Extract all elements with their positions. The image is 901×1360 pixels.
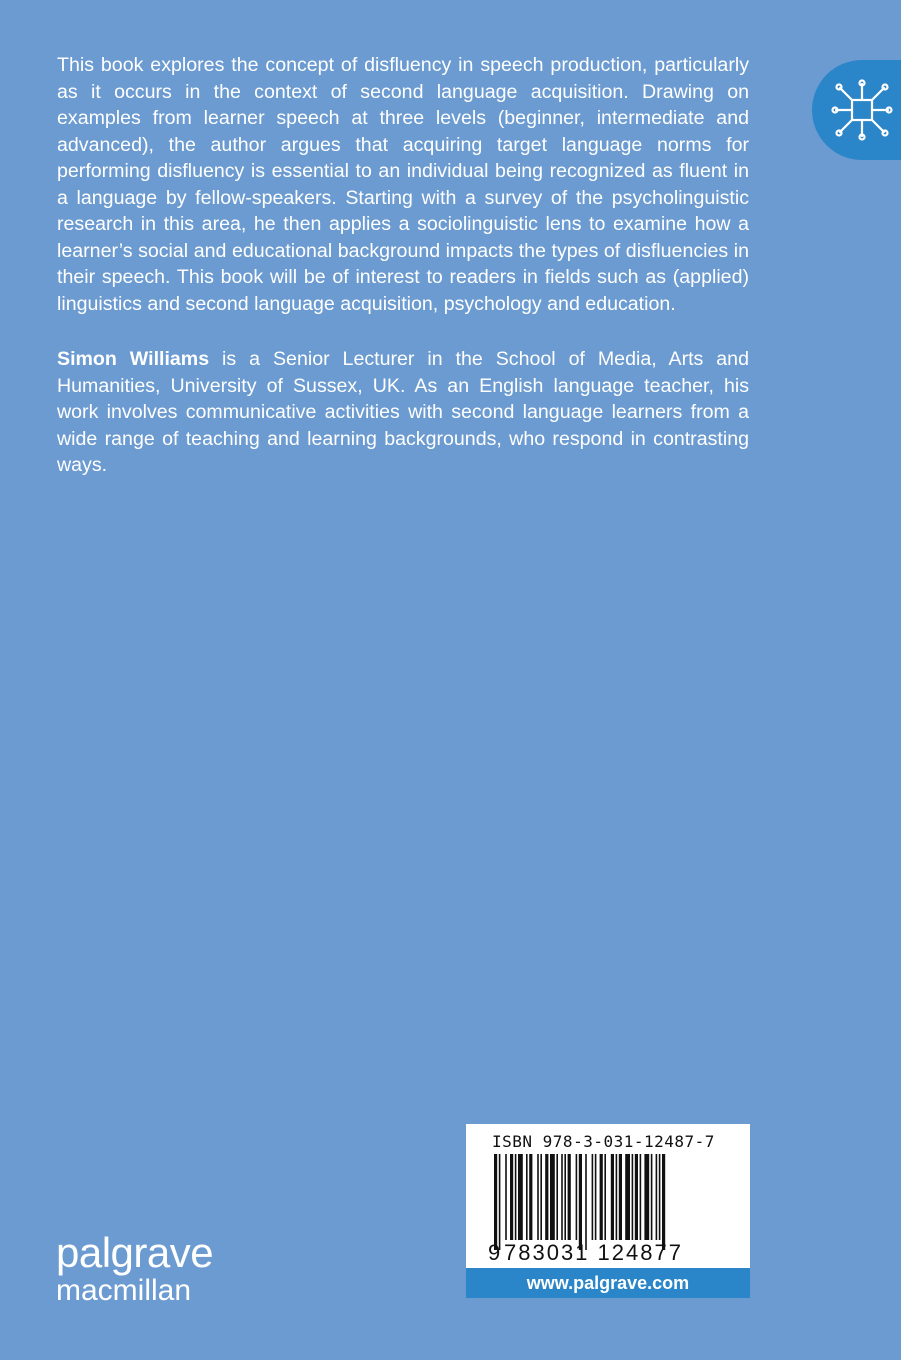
barcode-bar bbox=[659, 1154, 661, 1240]
publisher-name-palgrave: palgrave bbox=[56, 1229, 214, 1276]
barcode-bar bbox=[579, 1154, 582, 1250]
barcode-bar bbox=[550, 1154, 555, 1240]
barcode-bar bbox=[585, 1154, 587, 1250]
publisher-name-macmillan: macmillan bbox=[56, 1274, 192, 1307]
isbn-barcode bbox=[466, 1124, 750, 1298]
barcode-bar bbox=[515, 1154, 517, 1240]
barcode-bar bbox=[526, 1154, 528, 1240]
barcode-bar bbox=[651, 1154, 653, 1240]
barcode-bar bbox=[499, 1154, 501, 1250]
book-description: This book explores the concept of disfluency in speech production, particularly as it occurs in the context of second language acquisition. Drawing on examples from learner speech at three levels (beginner, intermediate and advanced), the author argues that acquiring target language norms for performing disfluency is essential to an individual being recognized as fluent in a language by fellow-speakers. Starting with a survey of the psycholinguistic research in this area, he then applies a sociolinguistic lens to examine how a learner’s social and educational background impacts the types of disfluencies in their speech. This book will be of interest to readers in fields such as (applied) linguistics and second language acquisition, psychology and education. bbox=[57, 54, 749, 315]
barcode-bar bbox=[619, 1154, 622, 1240]
palgrave-logo-badge bbox=[812, 60, 901, 160]
barcode-bar bbox=[518, 1154, 523, 1240]
barcode-bar bbox=[595, 1154, 597, 1240]
isbn-label: ISBN 978-3-031-12487-7 bbox=[492, 1132, 715, 1151]
barcode-bar bbox=[494, 1154, 497, 1250]
publisher-url: www.palgrave.com bbox=[466, 1268, 750, 1298]
barcode-bar bbox=[592, 1154, 594, 1240]
barcode-bar bbox=[611, 1154, 614, 1240]
barcode-bar bbox=[662, 1154, 665, 1250]
barcode-bar bbox=[604, 1154, 606, 1240]
barcode-bar bbox=[564, 1154, 566, 1240]
barcode-bar bbox=[561, 1154, 563, 1240]
palgrave-circuit-icon bbox=[830, 78, 894, 142]
barcode-bar bbox=[568, 1154, 571, 1240]
barcode-bar bbox=[656, 1154, 658, 1240]
author-bio bbox=[57, 346, 749, 479]
author-bio-text: is a Senior Lecturer in the School of Media, Arts and Humanities, University of Sussex, UK. As an English language teacher, his work involves communicative activities with second language learners from a wide range of teaching and learning backgrounds, who respond in contrasting ways. bbox=[57, 348, 749, 476]
barcode-bar bbox=[600, 1154, 603, 1240]
barcode-bar bbox=[556, 1154, 558, 1240]
barcode-bar bbox=[510, 1154, 513, 1240]
barcode-first-digit: 9 bbox=[488, 1240, 501, 1265]
barcode-bar bbox=[540, 1154, 542, 1240]
barcode-bar bbox=[529, 1154, 532, 1240]
barcode-bar bbox=[616, 1154, 618, 1240]
barcode-bar bbox=[576, 1154, 578, 1240]
barcode-bar bbox=[632, 1154, 634, 1240]
barcode-bar bbox=[644, 1154, 649, 1240]
barcode-bar bbox=[545, 1154, 548, 1240]
publisher-logo bbox=[56, 1229, 214, 1307]
barcode-bar bbox=[505, 1154, 507, 1240]
author-name: Simon Williams bbox=[57, 348, 210, 370]
barcode-digits: 783031 124877 bbox=[504, 1240, 683, 1265]
barcode-bar bbox=[635, 1154, 638, 1240]
barcode-bar bbox=[537, 1154, 539, 1240]
barcode-bar bbox=[625, 1154, 630, 1240]
barcode-bar bbox=[640, 1154, 642, 1240]
